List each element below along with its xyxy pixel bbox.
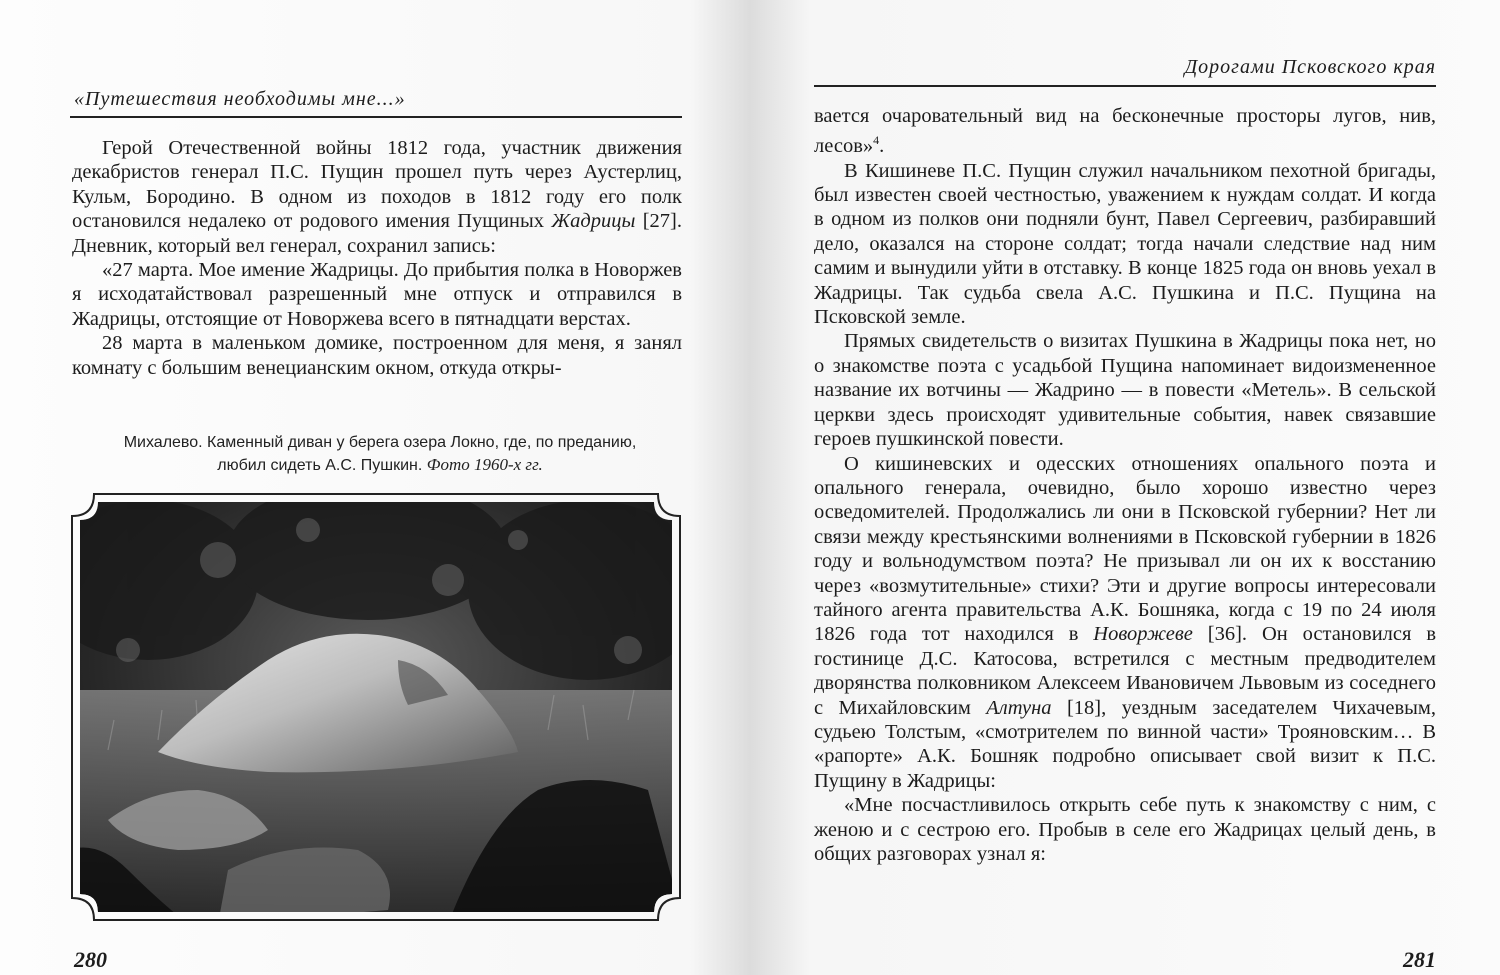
text-run: . xyxy=(879,135,885,158)
caption-line-2: любил сидеть А.С. Пушкин. Фото 1960-х гг. xyxy=(217,455,543,474)
right-body-text xyxy=(814,104,1436,866)
text-run: 28 марта в маленьком домике, построенном для меня, я занял комнату с большим венецианским окном, откуда откры- xyxy=(72,332,682,379)
paragraph xyxy=(814,329,1436,451)
text-run: [18], уездным заседателем Чихачевым, судьею Толстым, «смотрителем по винной части» Трояновским… В «рапорте» А.К. Бошняк подробно описывает свой визит к П.С. Пущину в Жадрицы: xyxy=(814,696,1437,792)
text-run: [36]. Он остановился в гостинице Д.С. Катосова, встретился с местным предводителем дворянства полковником Алексеем Ивановичем Львовым из соседнего с Михайловским xyxy=(814,623,1437,719)
paragraph xyxy=(72,136,682,258)
stone-photo xyxy=(68,490,684,924)
text-run: «27 марта. Мое имение Жадрицы. До прибытия полка в Новоржев я исходатайствовал разрешенный мне отпуск и отправился в Жадрицы, отстоящие от Новоржева всего в пятнадцати верстах. xyxy=(72,259,682,330)
footnote-ref: 4 xyxy=(873,133,880,148)
text-run: [27]. Дневник, который вел генерал, сохранил запись: xyxy=(72,210,682,257)
paragraph xyxy=(814,104,1436,159)
paragraph xyxy=(72,331,682,380)
paragraph xyxy=(814,159,1436,330)
text-run: Герой Отечественной войны 1812 года, участник движения декабристов генерал П.С. Пущин прошел путь через Аустерлиц, Кульм, Бородино. В одном из походов в 1812 году его полк остановился недалеко от родового имения Пущиных xyxy=(72,137,682,233)
italic-place-name: Новоржеве xyxy=(1093,623,1193,646)
left-running-head: «Путешествия необходимы мне...» xyxy=(74,88,406,110)
text-run: Прямых свидетельств о визитах Пушкина в Жадрицы пока нет, но о знакомстве поэта с усадьбой Пущина напоминает видоизмененное название их вотчины — Жадрино — в повести «Метель». В сельской церкви здесь происходят удивительные события, навек связавшие героев пушкинской повести. xyxy=(814,330,1436,451)
text-run: «Мне посчастливилось открыть себе путь к знакомству с ним, с женою и с сестрою его. Пробыв в селе его Жадрицах целый день, в общих разговорах узнал я: xyxy=(814,794,1436,866)
paragraph xyxy=(72,258,682,331)
right-page xyxy=(752,0,1500,975)
text-run: вается очаровательный вид на бесконечные просторы лугов, нив, лесов» xyxy=(814,105,1436,158)
caption-line-1: Михалево. Каменный диван у берега озера Локно, где, по преданию, xyxy=(123,434,637,451)
italic-place-name: Жадрицы xyxy=(551,210,636,233)
italic-place-name: Алтуна xyxy=(986,696,1052,719)
photo-caption xyxy=(80,432,680,477)
right-running-head: Дорогами Псковского края xyxy=(1184,56,1436,78)
left-body-text xyxy=(72,136,682,380)
right-header-rule xyxy=(814,85,1436,87)
paragraph xyxy=(814,793,1436,866)
left-page-number: 280 xyxy=(74,947,107,972)
text-run: О кишиневских и одесских отношениях опального поэта и опального генерала, очевидно, было хорошо известно через осведомителей. Продолжались ли они в Псковской губернии? Нет ли связи между крестьянскими волнениями в Псковской губернии в 1826 году и вольнодумством поэта? Не призывал ли он их к восстанию через «возмутительные» стихи? Эти и другие вопросы интересовали тайного агента правительства А.К. Бошняка, когда с 19 по 24 июля 1826 года тот находился в xyxy=(814,452,1436,646)
left-header-rule xyxy=(70,116,682,118)
text-run: В Кишиневе П.С. Пущин служил начальником пехотной бригады, был известен своей честностью, уважением к нуждам солдат. И когда в одном из полков они подняли бунт, Павел Сергеевич, разбиравший дело, оказался на стороне солдат; тогда начали следствие над ним самим и вынудили уйти в отставку. В конце 1825 года он вновь уехал в Жадрицы. Так судьба свела А.С. Пушкина и П.С. Пущина на Псковской земле. xyxy=(814,159,1436,329)
paragraph xyxy=(814,452,1436,794)
right-page-number: 281 xyxy=(1403,947,1436,972)
